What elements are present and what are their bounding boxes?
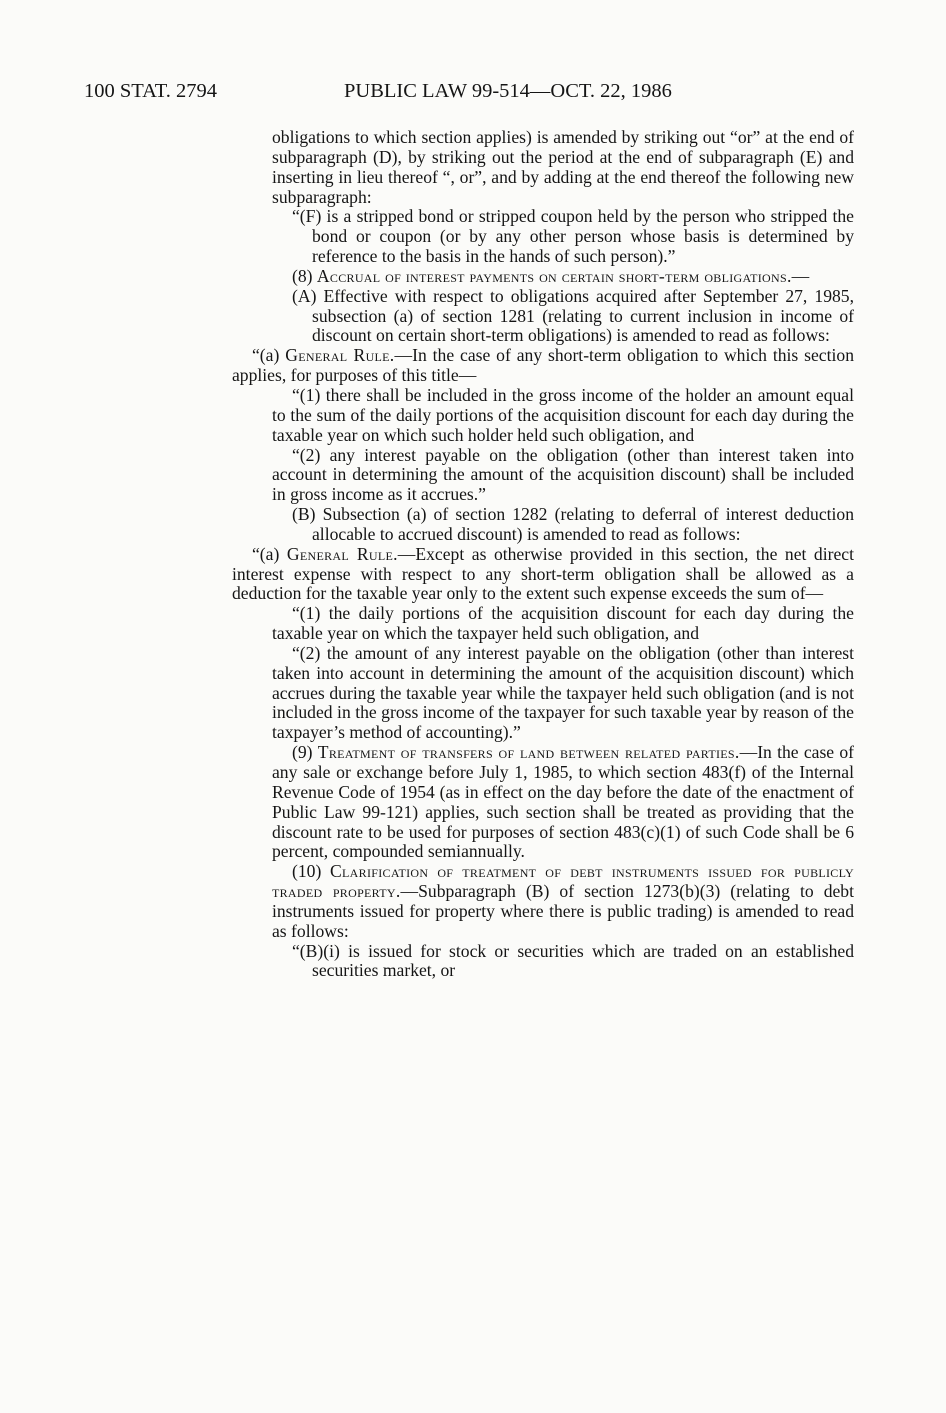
paragraph-quoted-general-rule-1281 [232, 346, 854, 386]
paragraph-quoted-general-rule-1282 [232, 545, 854, 605]
paragraph-section-8 [232, 267, 854, 287]
paragraph-subsection-a: (A) Effective with respect to obligations acquired after September 27, 1985, subsection (a) of section 1281 (relating to current inclusion in income of discount on certain short-term obligations) is amended to read as follows: [292, 285, 854, 346]
paragraph-section-9 [232, 743, 854, 862]
section-text: —In the case of any sale or exchange before July 1, 1985, to which section 483(f) of the Internal Revenue Code of 1954 (as in effect on the day before the date of the enactment of Public Law 99-121) applies, such section shall be treated as providing that the discount rate to be used for purposes of section 483(c)(1) of such Code shall be 6 percent, compounded semiannually. [272, 742, 854, 862]
document-body [232, 128, 854, 981]
quote-lead: “(a) [252, 543, 280, 564]
heading-dash: — [791, 265, 810, 286]
page-stat-number: 100 STAT. 2794 [84, 80, 217, 102]
paragraph-quoted-item-1b: “(1) the daily portions of the acquisition discount for each day during the taxable year on which the taxpayer held such obligation, and [272, 603, 854, 644]
quoted-text: —Except as otherwise provided in this section, the net direct interest expense with respect to any short-term obligation shall be allowed as a deduction for the taxable year only to the extent such expense exceeds the sum of— [232, 543, 854, 604]
paragraph-quoted-subparagraph-f: “(F) is a stripped bond or stripped coupon held by the person who stripped the bond or coupon (or by any other person whose basis is determined by reference to the basis in the hands of such person).” [292, 206, 854, 267]
section-heading: Accrual of interest payments on certain short-term obligations. [316, 265, 792, 286]
quoted-heading: General Rule. [286, 543, 398, 564]
section-number: (8) [292, 265, 313, 286]
paragraph-subsection-b: (B) Subsection (a) of section 1282 (relating to deferral of interest deduction allocable to accrued discount) is amended to read as follows: [292, 504, 854, 544]
section-text: —Subparagraph (B) of section 1273(b)(3) (relating to debt instruments issued for property where there is public trading) is amended to read as follows: [272, 881, 854, 941]
paragraph-quoted-item-2: “(2) any interest payable on the obligation (other than interest taken into account in determining the amount of the acquisition discount) shall be included in gross income as it accrues.” [272, 444, 854, 505]
running-head: PUBLIC LAW 99-514—OCT. 22, 1986 [344, 80, 672, 102]
section-heading: Clarification of treatment of debt instruments issued for publicly traded property. [272, 861, 854, 902]
paragraph-quoted-b-i: “(B)(i) is issued for stock or securities which are traded on an established securities market, or [292, 940, 854, 981]
paragraph-quoted-item-2b: “(2) the amount of any interest payable on the obligation (other than interest taken into account in determining the amount of the acquisition discount) which accrues during the taxable year while the taxpayer held such obligation (and is not included in the gross income of the taxpayer for such taxable year by reason of the taxpayer’s method of accounting).” [272, 642, 854, 743]
quote-lead: “(a) [252, 345, 280, 366]
section-heading: Treatment of transfers of land between related parties. [317, 742, 740, 763]
quoted-text: —In the case of any short-term obligation to which this section applies, for purposes of this title— [232, 345, 854, 386]
quoted-heading: General Rule. [285, 345, 395, 366]
paragraph-continuation: obligations to which section applies) is amended by striking out “or” at the end of subparagraph (D), by striking out the period at the end of subparagraph (E) and inserting in lieu thereof “, or”, and by adding at the end thereof the following new subparagraph: [272, 127, 854, 207]
section-number: (10) [292, 861, 322, 882]
paragraph-quoted-item-1: “(1) there shall be included in the gross income of the holder an amount equal to the sum of the daily portions of the acquisition discount for each day during the taxable year on which such holder held such obligation, and [272, 384, 854, 445]
paragraph-section-10 [232, 862, 854, 941]
section-number: (9) [292, 742, 313, 763]
